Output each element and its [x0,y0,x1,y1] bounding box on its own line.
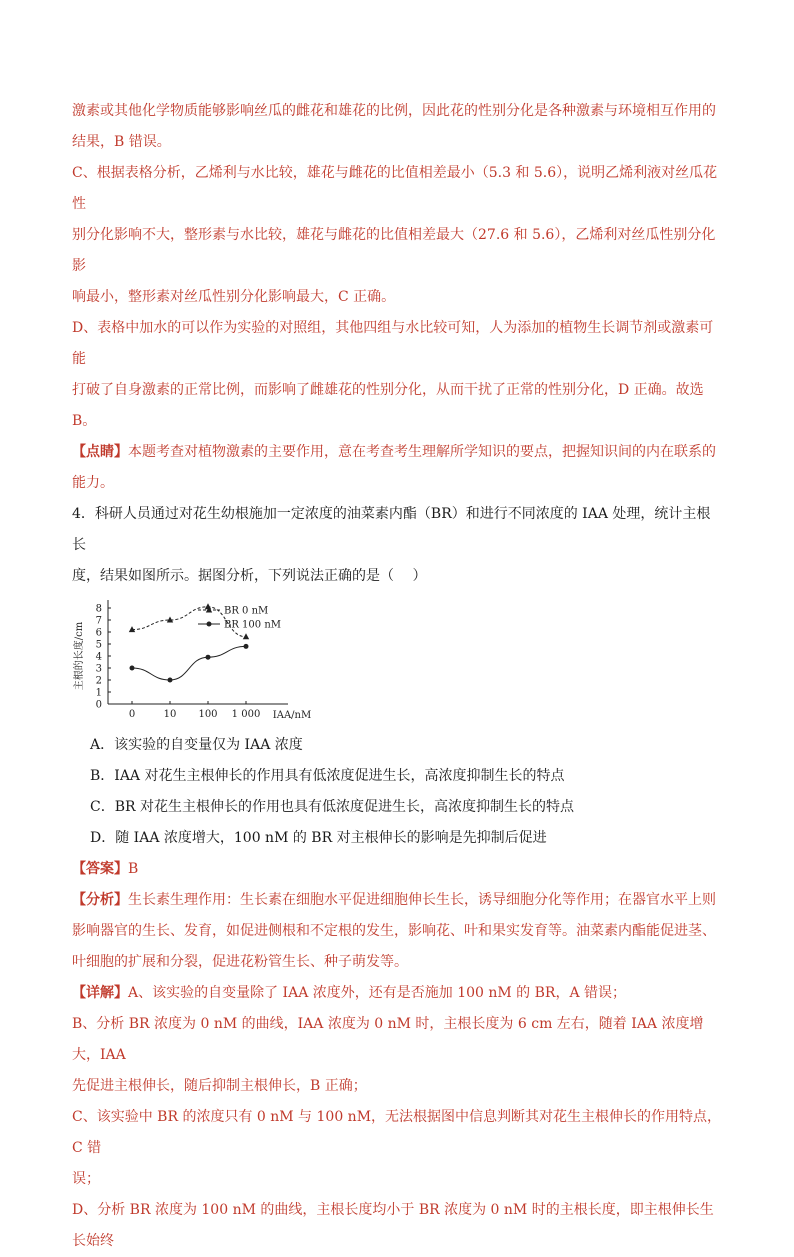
text-line: D、分析 BR 浓度为 100 nM 的曲线，主根长度均小于 BR 浓度为 0 nM 时的主根长度，即主根伸长生长始终 [72,1202,714,1249]
text-line: 打破了自身激素的正常比例，而影响了雌雄花的性别分化，从而干扰了正常的性别分化，D 正确。故选 B。 [72,382,704,429]
x-tick-label: 1 000 [231,709,261,720]
text-line: 误； [72,1171,100,1187]
text-line: D、表格中加水的可以作为实验的对照组，其他四组与水比较可知，人为添加的植物生长调节剂或激素可能 [72,320,714,367]
note-line [72,437,724,468]
question-line: 4．科研人员通过对花生幼根施加一定浓度的油菜素内酯（BR）和进行不同浓度的 IAA 处理，统计主根长 [72,506,711,553]
y-tick-label: 1 [95,687,102,699]
text-line: 影响器官的生长、发育，如促进侧根和不定根的发生，影响花、叶和果实发育等。油菜素内酯能促进茎、 [72,923,716,939]
x-tick-label: 0 [128,709,136,720]
text-line: 叶细胞的扩展和分裂，促进花粉管生长、种子萌发等。 [72,954,408,970]
question-line: 度，结果如图所示。据图分析，下列说法正确的是（ ） [72,568,427,584]
line-chart [72,596,332,726]
text-line: 能力。 [72,475,114,491]
y-axis-label: 主根的长度/cm [74,621,85,691]
note-text: 本题考查对植物激素的主要作用，意在考查考生理解所学知识的要点，把握知识间的内在联系的 [128,444,716,460]
x-tick-label: 10 [163,709,177,720]
y-tick-label: 4 [95,651,102,663]
text-line: 响最小，整形素对丝瓜性别分化影响最大，C 正确。 [72,289,396,305]
text-line: 先促进主根伸长，随后抑制主根伸长，B 正确； [72,1078,367,1094]
answer-line [72,854,724,885]
text-line: 结果，B 错误。 [72,134,171,150]
document-page [72,96,724,1257]
data-point [243,633,249,639]
option-c: C．BR 对花生主根伸长的作用也具有低浓度促进生长，高浓度抑制生长的特点 [90,799,574,815]
option-b: B．IAA 对花生主根伸长的作用具有低浓度促进生长，高浓度抑制生长的特点 [90,768,565,784]
text-line: C、该实验中 BR 的浓度只有 0 nM 与 100 nM，无法根据图中信息判断其对花生主根伸长的作用特点，C 错 [72,1109,722,1156]
y-tick-label: 5 [95,639,102,651]
detail-line: 【详解】A、该实验的自变量除了 IAA 浓度外，还有是否施加 100 nM 的 BR，A 错误； [72,985,627,1001]
text-line: B、分析 BR 浓度为 0 nM 的曲线，IAA 浓度为 0 nM 时，主根长度为 6 cm 左右，随着 IAA 浓度增大，IAA [72,1016,704,1063]
analysis-line: 【分析】生长素生理作用：生长素在细胞水平促进细胞伸长生长，诱导细胞分化等作用；在器官水平上则 [72,892,716,908]
x-tick-label: 100 [198,709,218,720]
series-line-br-100 [132,646,246,680]
legend-marker [207,622,212,627]
analysis-tag: 【分析】 [72,892,128,908]
answer-value: B [128,861,139,877]
y-tick-label: 7 [95,615,102,627]
data-point [206,655,211,660]
text-line: 激素或其他化学物质能够影响丝瓜的雌花和雄花的比例，因此花的性别分化是各种激素与环境相互作用的 [72,103,716,119]
data-point [130,666,135,671]
x-axis-label: IAA/nM [272,710,312,721]
y-tick-label: 2 [95,675,102,687]
y-tick-label: 8 [95,603,102,615]
option-a: A．该实验的自变量仅为 IAA 浓度 [90,737,303,753]
chart [72,596,332,726]
y-tick-label: 6 [95,627,102,639]
legend-label: BR 100 nM [224,619,282,631]
answer-tag: 【答案】 [72,861,128,877]
text-line: 别分化影响不大，整形素与水比较，雄花与雌花的比值相差最大（27.6 和 5.6），乙烯利对丝瓜性别分化影 [72,227,716,274]
y-tick-label: 0 [95,699,102,711]
data-point [168,678,173,683]
note-tag: 【点睛】 [72,444,128,460]
legend-label: BR 0 nM [224,605,269,617]
option-d: D．随 IAA 浓度增大，100 nM 的 BR 对主根伸长的影响是先抑制后促进 [90,830,547,846]
detail-tag: 【详解】 [72,985,128,1001]
y-tick-label: 3 [95,663,102,675]
text-line: C、根据表格分析，乙烯利与水比较，雄花与雌花的比值相差最小（5.3 和 5.6），说明乙烯利液对丝瓜花性 [72,165,718,212]
data-point [244,644,249,649]
